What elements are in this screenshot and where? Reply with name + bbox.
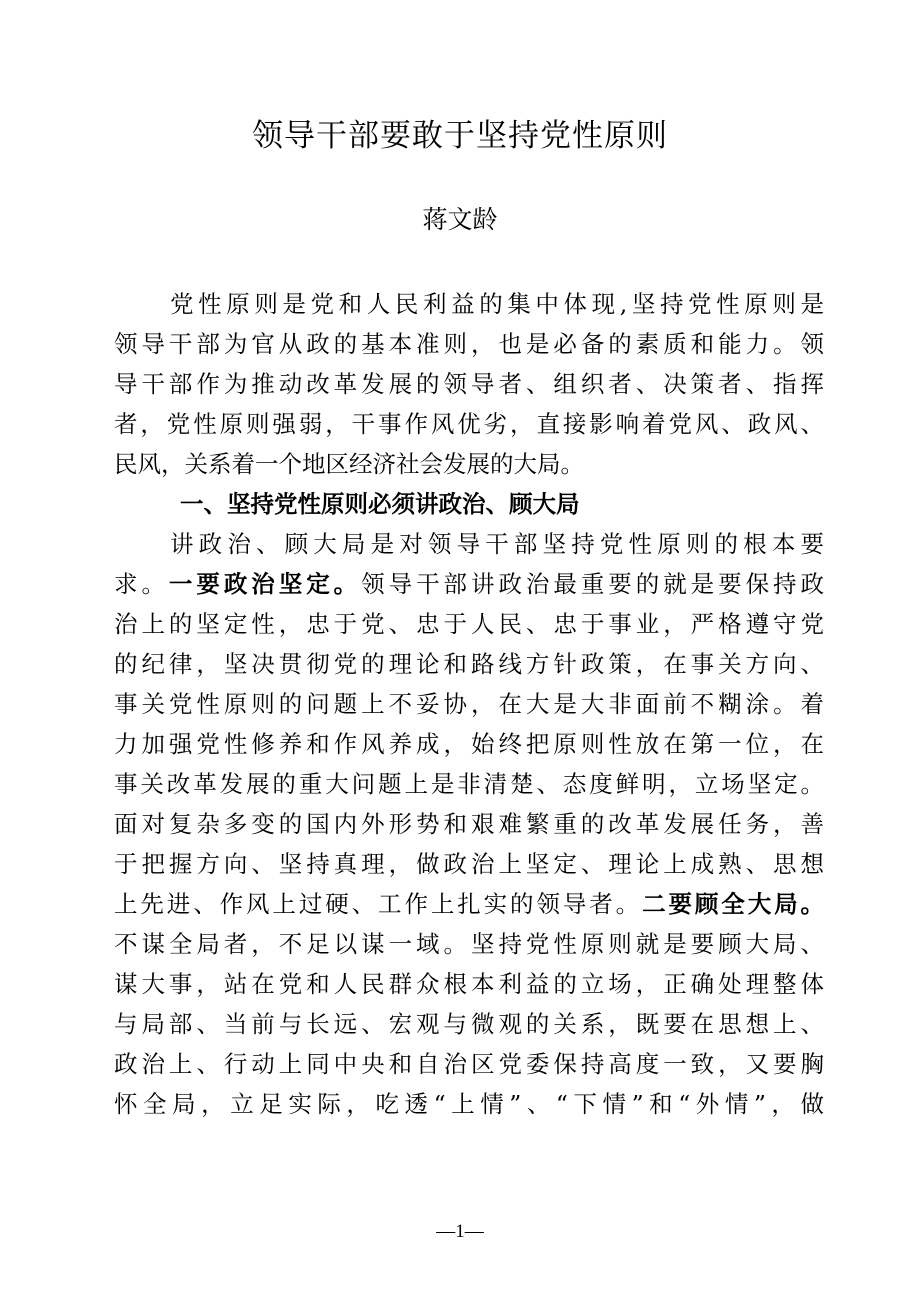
- paragraph-2-line: 事关改革发展的重大问题上是非清楚、态度鲜明，立场坚定。: [114, 770, 824, 798]
- section-heading: 一、坚持党性原则必须讲政治、顾大局: [180, 490, 580, 518]
- paragraph-1-line: 党性原则是党和人民利益的集中体现,坚持党性原则是: [170, 290, 824, 318]
- author-name: 蒋文龄: [422, 205, 498, 234]
- paragraph-1-line: 者，党性原则强弱，干事作风优劣，直接影响着党风、政风、: [114, 410, 824, 438]
- paragraph-1-line: 领导干部为官从政的基本准则，也是必备的素质和能力。领: [114, 330, 824, 358]
- paragraph-1-line: 民风，关系着一个地区经济社会发展的大局。: [114, 450, 584, 478]
- paragraph-2-line: 治上的坚定性，忠于党、忠于人民、忠于事业，严格遵守党: [114, 610, 824, 638]
- bold-subheading: 二要顾全大局。: [642, 890, 824, 918]
- line-text: 领导干部讲政治最重要的就是要保持政: [361, 570, 824, 598]
- body-text: [114, 284, 824, 1124]
- paragraph-2-line: 怀全局，立足实际，吃透“上情”、“下情”和“外情”，做: [114, 1090, 824, 1118]
- document-title: 领导干部要敢于坚持党性原则: [252, 118, 668, 154]
- line-text: 求。: [114, 570, 169, 598]
- paragraph-2-line: 力加强党性修养和作风养成，始终把原则性放在第一位，在: [114, 730, 824, 758]
- paragraph-2-line: [114, 884, 824, 924]
- paragraph-2-line: 于把握方向、坚持真理，做政治上坚定、理论上成熟、思想: [114, 850, 824, 878]
- paragraph-2-line: 不谋全局者，不足以谋一域。坚持党性原则就是要顾大局、: [114, 930, 824, 958]
- page-number: —1—: [436, 1221, 484, 1242]
- paragraph-2-line: 讲政治、顾大局是对领导干部坚持党性原则的根本要: [170, 530, 824, 558]
- bold-subheading: 一要政治坚定。: [168, 570, 362, 598]
- paragraph-2-line: 面对复杂多变的国内外形势和艰难繁重的改革发展任务，善: [114, 810, 824, 838]
- paragraph-2-line: 谋大事，站在党和人民群众根本利益的立场，正确处理整体: [114, 970, 824, 998]
- paragraph-2-line: 政治上、行动上同中央和自治区党委保持高度一致，又要胸: [114, 1050, 824, 1078]
- line-text: 上先进、作风上过硬、工作上扎实的领导者。: [114, 890, 643, 918]
- paragraph-2-line: 事关党性原则的问题上不妥协，在大是大非面前不糊涂。着: [114, 690, 824, 718]
- paragraph-2-line: [114, 564, 824, 604]
- paragraph-1-line: 导干部作为推动改革发展的领导者、组织者、决策者、指挥: [114, 370, 824, 398]
- paragraph-2-line: 与局部、当前与长远、宏观与微观的关系，既要在思想上、: [114, 1010, 824, 1038]
- paragraph-2-line: 的纪律，坚决贯彻党的理论和路线方针政策，在事关方向、: [114, 650, 824, 678]
